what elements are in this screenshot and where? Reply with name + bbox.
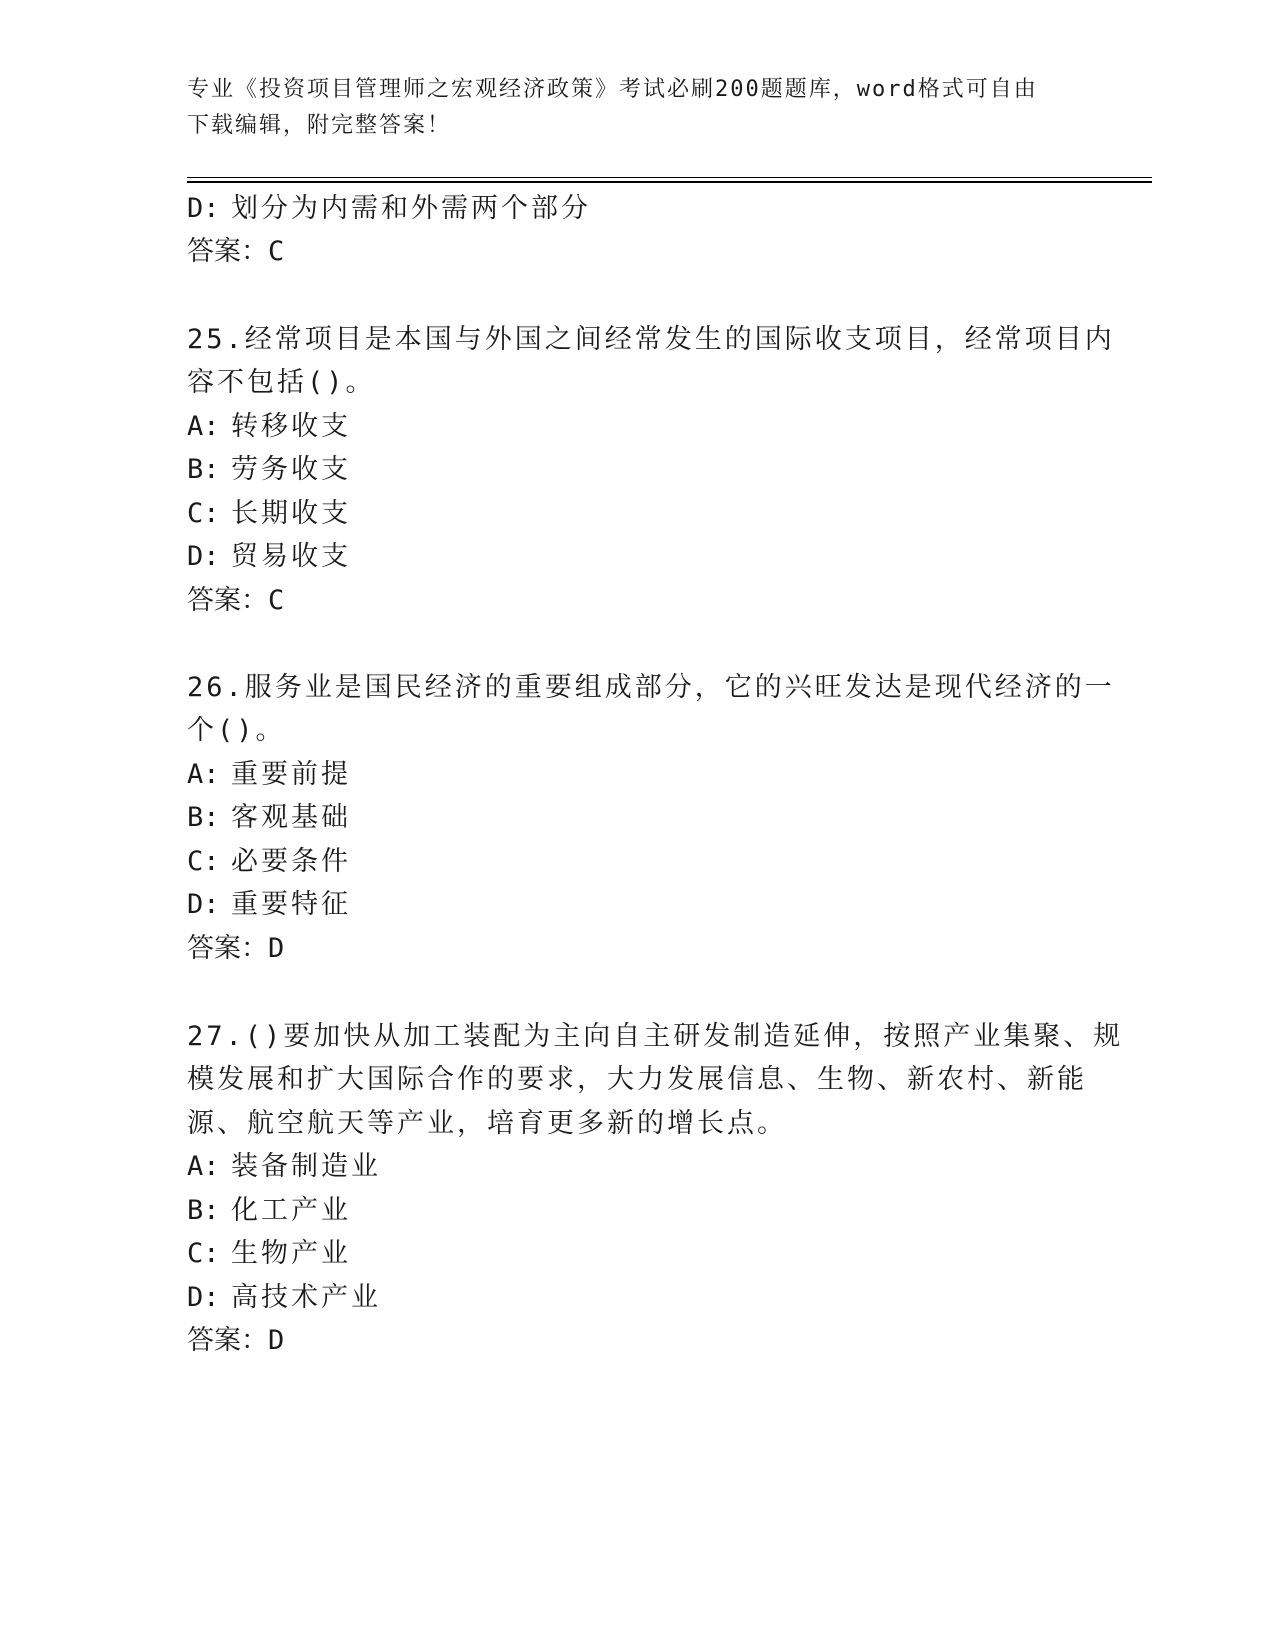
- option-letter: A:: [187, 411, 220, 442]
- answer-value: C: [268, 236, 288, 267]
- option-letter: C:: [187, 846, 220, 877]
- header-line-2: 下载编辑，附完整答案！: [187, 113, 452, 138]
- continued-option-d: [187, 186, 1087, 232]
- question-25-answer: [187, 578, 1087, 624]
- question-25-option-b: [187, 447, 1087, 493]
- question-25-option-a: [187, 404, 1087, 450]
- question-26-stem-line-2: 个()。: [187, 715, 286, 746]
- option-text: 长期收支: [231, 498, 351, 529]
- question-25-stem-line-2: 容不包括()。: [187, 367, 376, 398]
- question-27-option-c: [187, 1231, 1087, 1277]
- answer-value: D: [268, 1325, 288, 1356]
- option-letter: D:: [187, 889, 220, 920]
- question-27-answer: [187, 1318, 1087, 1364]
- option-text: 客观基础: [231, 802, 351, 833]
- option-letter: A:: [187, 759, 220, 790]
- question-27-stem-line-3: 源、航空航天等产业，培育更多新的增长点。: [187, 1108, 787, 1139]
- answer-label: 答案：: [187, 585, 268, 616]
- option-text: 高技术产业: [231, 1282, 381, 1313]
- option-text: 重要前提: [231, 759, 351, 790]
- option-text: 化工产业: [231, 1195, 351, 1226]
- option-text: 必要条件: [231, 846, 351, 877]
- option-text: 转移收支: [231, 411, 351, 442]
- question-stem-text: 经常项目是本国与外国之间经常发生的国际收支项目，经常项目内: [244, 324, 1115, 355]
- option-text: 劳务收支: [231, 454, 351, 485]
- question-number: 26.: [187, 672, 245, 703]
- option-letter: C:: [187, 1238, 220, 1269]
- option-text: 贸易收支: [231, 541, 351, 572]
- header-divider-thin: [187, 177, 1152, 178]
- header-divider-thick: [187, 181, 1152, 183]
- question-26-option-c: [187, 839, 1087, 885]
- question-27-option-d: [187, 1275, 1087, 1321]
- question-stem-text: 服务业是国民经济的重要组成部分，它的兴旺发达是现代经济的一: [244, 672, 1115, 703]
- answer-label: 答案：: [187, 236, 268, 267]
- question-26-option-d: [187, 882, 1087, 928]
- option-letter: B:: [187, 802, 220, 833]
- option-letter: D:: [187, 1282, 220, 1313]
- option-text: 重要特征: [231, 889, 351, 920]
- question-25-stem-line-1: [187, 317, 1115, 363]
- option-letter: B:: [187, 1195, 220, 1226]
- option-letter: C:: [187, 498, 220, 529]
- question-26-answer: [187, 926, 1087, 972]
- answer-label: 答案：: [187, 1325, 268, 1356]
- answer-value: D: [268, 933, 288, 964]
- option-letter: D:: [187, 541, 220, 572]
- question-stem-text: ()要加快从加工装配为主向自主研发制造延伸，按照产业集聚、规: [244, 1021, 1124, 1052]
- question-27-option-b: [187, 1188, 1087, 1234]
- question-26-stem-line-1: [187, 665, 1115, 711]
- option-letter: A:: [187, 1151, 220, 1182]
- option-letter: D:: [187, 193, 220, 224]
- question-27-stem-line-2: 模发展和扩大国际合作的要求，大力发展信息、生物、新农村、新能: [187, 1064, 1087, 1095]
- question-27-option-a: [187, 1144, 1087, 1190]
- header-line-1: 专业《投资项目管理师之宏观经济政策》考试必刷200题题库，word格式可自由: [187, 77, 1038, 102]
- question-27-stem-line-1: [187, 1014, 1124, 1060]
- question-25-option-d: [187, 534, 1087, 580]
- option-text: 生物产业: [231, 1238, 351, 1269]
- question-26-option-a: [187, 752, 1087, 798]
- answer-label: 答案：: [187, 933, 268, 964]
- question-26-option-b: [187, 795, 1087, 841]
- option-text: 装备制造业: [231, 1151, 381, 1182]
- document-header: [187, 72, 1087, 144]
- option-text: 划分为内需和外需两个部分: [231, 193, 591, 224]
- question-number: 27.: [187, 1021, 245, 1052]
- question-number: 25.: [187, 324, 245, 355]
- continued-answer: [187, 229, 1087, 275]
- answer-value: C: [268, 585, 288, 616]
- option-letter: B:: [187, 454, 220, 485]
- question-25-option-c: [187, 491, 1087, 537]
